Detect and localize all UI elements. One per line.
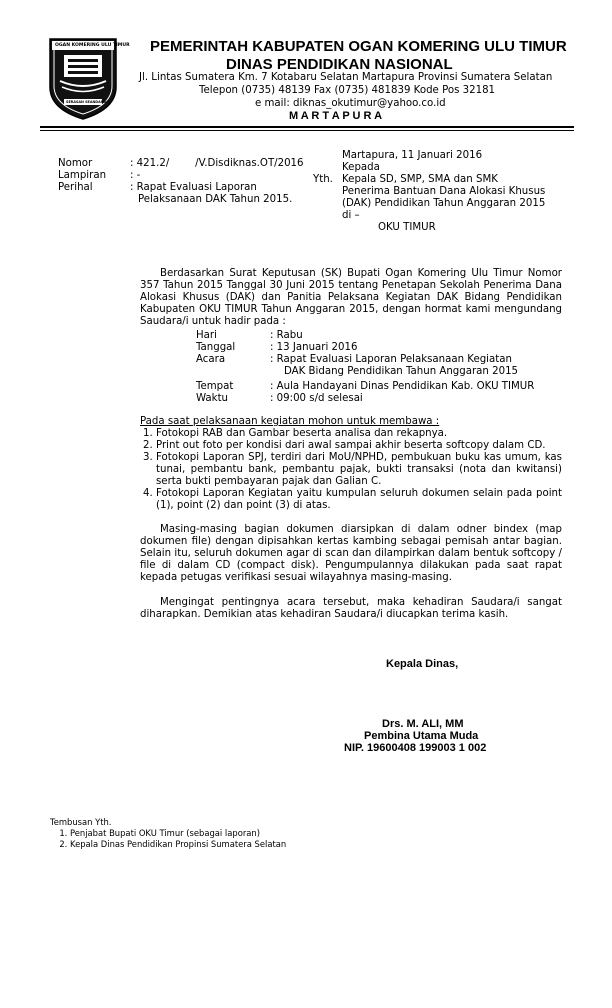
- cc-heading: Tembusan Yth.: [50, 817, 112, 827]
- office-address: Jl. Lintas Sumatera Km. 7 Kotabaru Selatan Martapura Provinsi Sumatera Selatan: [139, 72, 553, 83]
- list-item: 4. Fotokopi Laporan Kegiatan yaitu kumpulan seluruh dokumen selain pada point (1), point (2) dan point (3) di atas.: [156, 488, 562, 512]
- office-phone: Telepon (0735) 48139 Fax (0735) 481839 Kode Pos 32181: [199, 85, 496, 96]
- list-item: 2. Print out foto per kondisi dari awal sampai akhir beserta softcopy dalam CD.: [156, 440, 562, 452]
- schedule-label: Tanggal: [196, 342, 236, 353]
- recipient-line-2: Penerima Bantuan Dana Alokasi Khusus: [342, 186, 546, 197]
- schedule-label: Waktu: [196, 393, 229, 404]
- letterhead-rule-thin: [40, 130, 574, 131]
- nomor-label: Nomor: [58, 158, 93, 169]
- recipient-yth: Yth.: [313, 174, 333, 185]
- recipient-line-4: di –: [342, 210, 360, 221]
- recipient-place: OKU TIMUR: [378, 222, 436, 233]
- cc-list: [50, 828, 286, 850]
- lampiran-value: : -: [130, 170, 141, 181]
- office-city: M A R T A P U R A: [289, 110, 383, 122]
- opening-paragraph: Berdasarkan Surat Keputusan (SK) Bupati Ogan Komering Ulu Timur Nomor 357 Tahun 2015 Tanggal 30 Juni 2015 tentang Penetapan Sekolah Penerima Dana Alokasi Khusus (DAK) dan Panitia Pelaksana Kegiatan DAK Bidang Pendidikan Kabupaten OKU TIMUR Tahun Anggaran 2015, dengan hormat kami mengundang Saudara/i untuk hadir pada :: [140, 268, 562, 327]
- logo-text-top: OGAN KOMERING ULU TIMUR: [55, 43, 130, 48]
- regency-logo: [46, 35, 130, 121]
- recipient-line-3: (DAK) Pendidikan Tahun Anggaran 2015: [342, 198, 546, 209]
- office-email-line: [255, 98, 446, 109]
- list-item: 3. Fotokopi Laporan SPJ, terdiri dari MoU/NPHD, pembukuan buku kas umum, kas tunai, pembantu bank, pembantu pajak, bukti transaksi (nota dan kwitansi) serta bukti pembayaran pajak dan Galian C.: [156, 452, 562, 488]
- letter-date: Martapura, 11 Januari 2016: [342, 150, 483, 161]
- list-item: 1. Fotokopi RAB dan Gambar beserta analisa dan rekapnya.: [156, 428, 562, 440]
- letterhead-rule: [40, 126, 574, 128]
- bring-heading: Pada saat pelaksanaan kegiatan mohon untuk membawa :: [140, 416, 440, 427]
- schedule-value: : 13 Januari 2016: [270, 342, 358, 353]
- schedule-value: : Aula Handayani Dinas Pendidikan Kab. OKU TIMUR: [270, 381, 535, 392]
- perihal-label: Perihal: [58, 182, 93, 193]
- perihal-value-2: Pelaksanaan DAK Tahun 2015.: [138, 194, 293, 205]
- recipient-kepada: Kepada: [342, 162, 380, 173]
- perihal-value-1: : Rapat Evaluasi Laporan: [130, 182, 257, 193]
- bring-list: [140, 428, 562, 512]
- document-instructions-paragraph: Masing-masing bagian dokumen diarsipkan di dalam odner bindex (map dokumen file) dengan dipisahkan kertas kambing sebagai pemisah antar bagian. Selain itu, seluruh dokumen agar di scan dan dilampirkan dalam bentuk softcopy / file di dalam CD (compact disk). Pengumpulannya dilakukan pada saat rapat kepada petugas verifikasi sesuai wilayahnya masing-masing.: [140, 524, 562, 583]
- schedule-value: : Rabu: [270, 330, 303, 341]
- lampiran-label: Lampiran: [58, 170, 107, 181]
- list-item: 2. Kepala Dinas Pendidikan Propinsi Sumatera Selatan: [70, 839, 286, 850]
- signatory-position: Kepala Dinas,: [386, 658, 459, 670]
- logo-text-bottom: SERASAN SEANDANAN: [66, 100, 110, 104]
- closing-paragraph: Mengingat pentingnya acara tersebut, maka kehadiran Saudara/i sangat diharapkan. Demikian atas kehadiran Saudara/i diucapkan terima kasih.: [140, 597, 562, 620]
- signatory-nip: NIP. 19600408 199003 1 002: [344, 742, 487, 754]
- schedule-label: Hari: [196, 330, 217, 341]
- schedule-value: : Rapat Evaluasi Laporan Pelaksanaan Kegiatan: [270, 354, 512, 365]
- email-label: e mail:: [255, 98, 294, 109]
- signatory-name: Drs. M. ALI, MM: [382, 718, 464, 730]
- schedule-value: DAK Bidang Pendidikan Tahun Anggaran 2015: [284, 366, 519, 377]
- agency-title: DINAS PENDIDIKAN NASIONAL: [226, 56, 453, 73]
- schedule-label: Tempat: [196, 381, 234, 392]
- schedule-label: Acara: [196, 354, 226, 365]
- government-title: PEMERINTAH KABUPATEN OGAN KOMERING ULU TIMUR: [150, 38, 567, 55]
- list-item: 1. Penjabat Bupati OKU Timur (sebagai laporan): [70, 828, 286, 839]
- schedule-value: : 09:00 s/d selesai: [270, 393, 363, 404]
- recipient-line-1: Kepala SD, SMP, SMA dan SMK: [342, 174, 498, 185]
- office-email[interactable]: diknas_okutimur@yahoo.co.id: [293, 98, 446, 109]
- nomor-value: : 421.2/ /V.Disdiknas.OT/2016: [130, 158, 304, 169]
- signatory-rank: Pembina Utama Muda: [364, 730, 479, 742]
